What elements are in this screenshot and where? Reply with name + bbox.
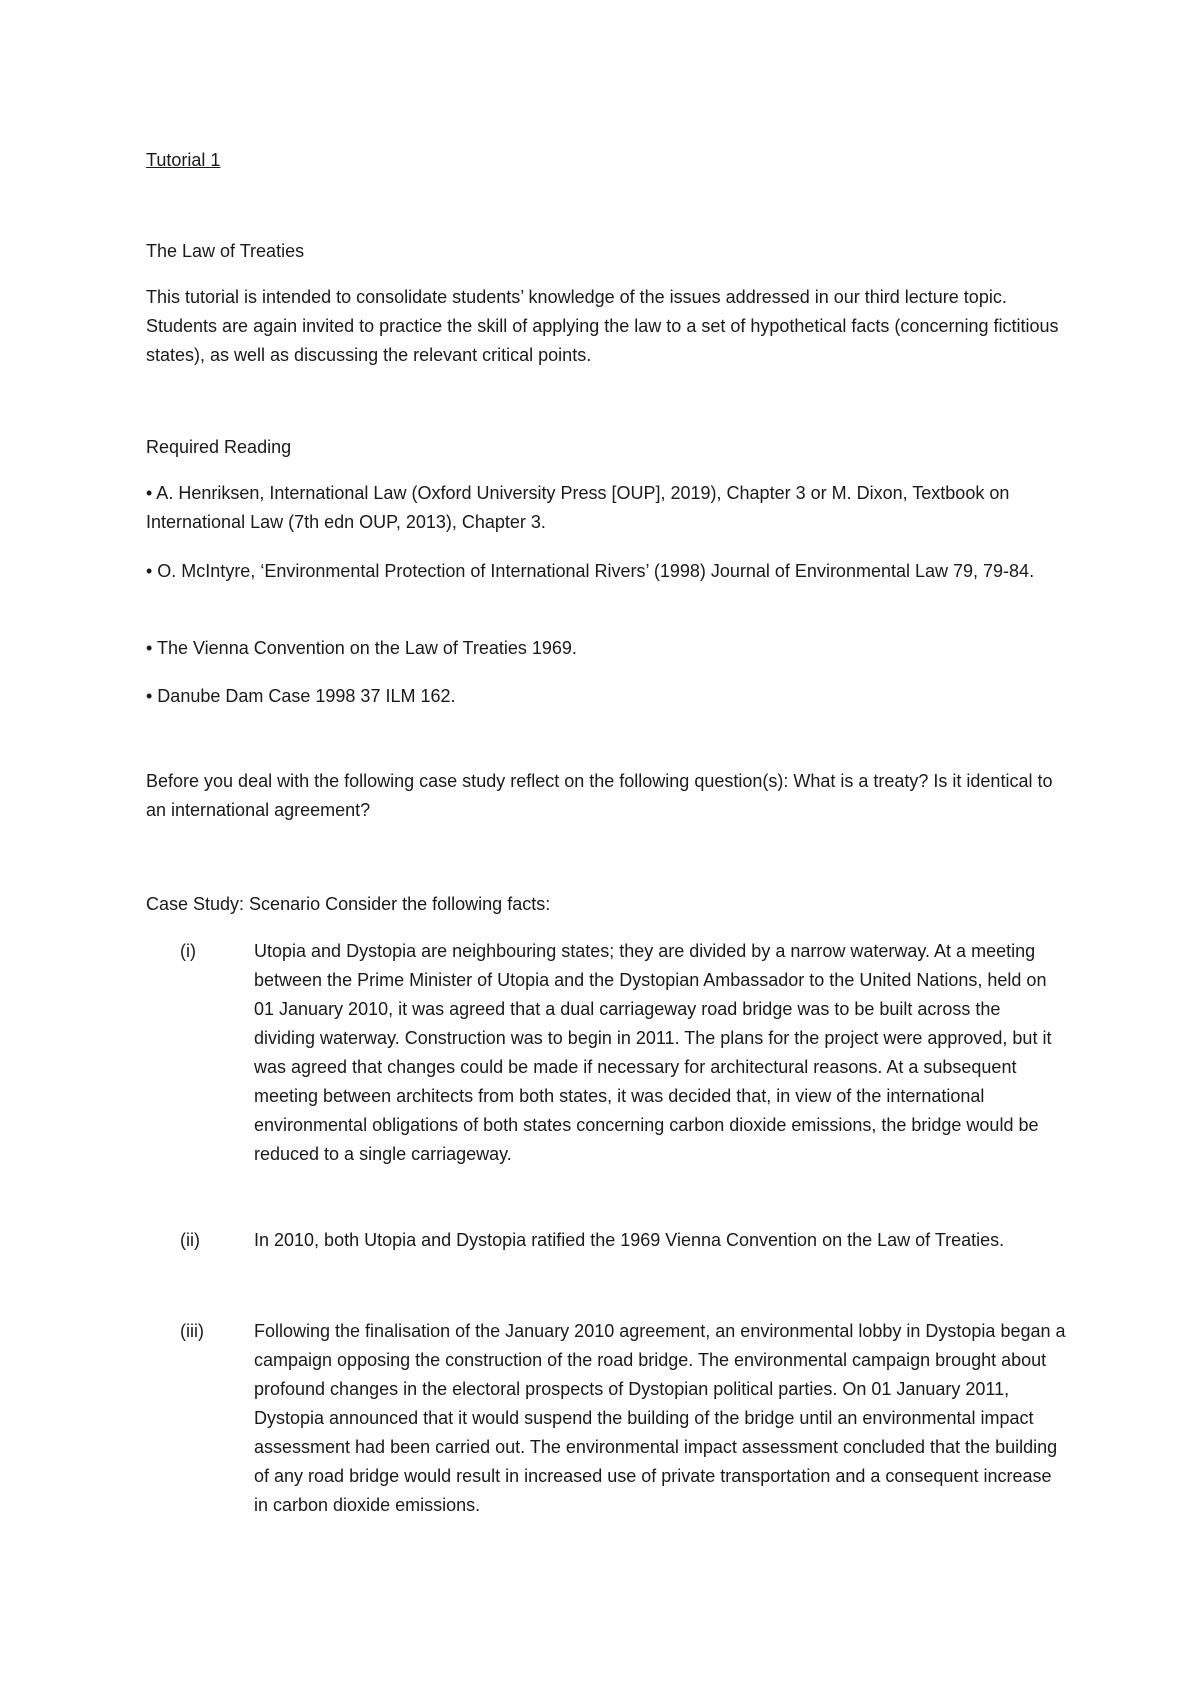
reading-item: • The Vienna Convention on the Law of Treaties 1969.	[146, 638, 577, 658]
reflection-paragraph: Before you deal with the following case study reflect on the following question(s): What is a treaty? Is it identical to an international agreement?	[146, 771, 1053, 820]
fact-text: Following the finalisation of the January 2010 agreement, an environmental lobby in Dystopia began a campaign opposing the construction of the road bridge. The environmental campaign brought about profound changes in the electoral prospects of Dystopian political parties. On 01 January 2011, Dystopia announced that it would suspend the building of the bridge until an environmental impact assessment had been carried out. The environmental impact assessment concluded that the building of any road bridge would result in increased use of private transportation and a consequent increase in carbon dioxide emissions.	[254, 1321, 1066, 1515]
fact-number: (ii)	[180, 1230, 200, 1250]
fact-number: (i)	[180, 941, 196, 961]
reading-item: • A. Henriksen, International Law (Oxford University Press [OUP], 2019), Chapter 3 or M. Dixon, Textbook on International Law (7th edn OUP, 2013), Chapter 3.	[146, 483, 1010, 532]
fact-text: Utopia and Dystopia are neighbouring states; they are divided by a narrow waterway. At a meeting between the Prime Minister of Utopia and the Dystopian Ambassador to the United Nations, held on 01 January 2010, it was agreed that a dual carriageway road bridge was to be built across the dividing waterway. Construction was to begin in 2011. The plans for the project were approved, but it was agreed that changes could be made if necessary for architectural reasons. At a subsequent meeting between architects from both states, it was decided that, in view of the international environmental obligations of both states concerning carbon dioxide emissions, the bridge would be reduced to a single carriageway.	[254, 941, 1052, 1164]
reading-item: • O. McIntyre, ‘Environmental Protection of International Rivers’ (1998) Journal of Environmental Law 79, 79-84.	[146, 561, 1035, 581]
fact-text: In 2010, both Utopia and Dystopia ratified the 1969 Vienna Convention on the Law of Treaties.	[254, 1230, 1005, 1250]
case-study-heading: Case Study: Scenario Consider the following facts:	[146, 894, 551, 914]
main-heading: The Law of Treaties	[146, 241, 305, 261]
fact-number: (iii)	[180, 1321, 204, 1341]
reading-item: • Danube Dam Case 1998 37 ILM 162.	[146, 686, 456, 706]
intro-paragraph: This tutorial is intended to consolidate students’ knowledge of the issues addressed in our third lecture topic. Students are again invited to practice the skill of applying the law to a set of hypothetical facts (concerning fictitious states), as well as discussing the relevant critical points.	[146, 287, 1059, 365]
document-title: Tutorial 1	[146, 150, 221, 170]
required-reading-heading: Required Reading	[146, 437, 292, 457]
